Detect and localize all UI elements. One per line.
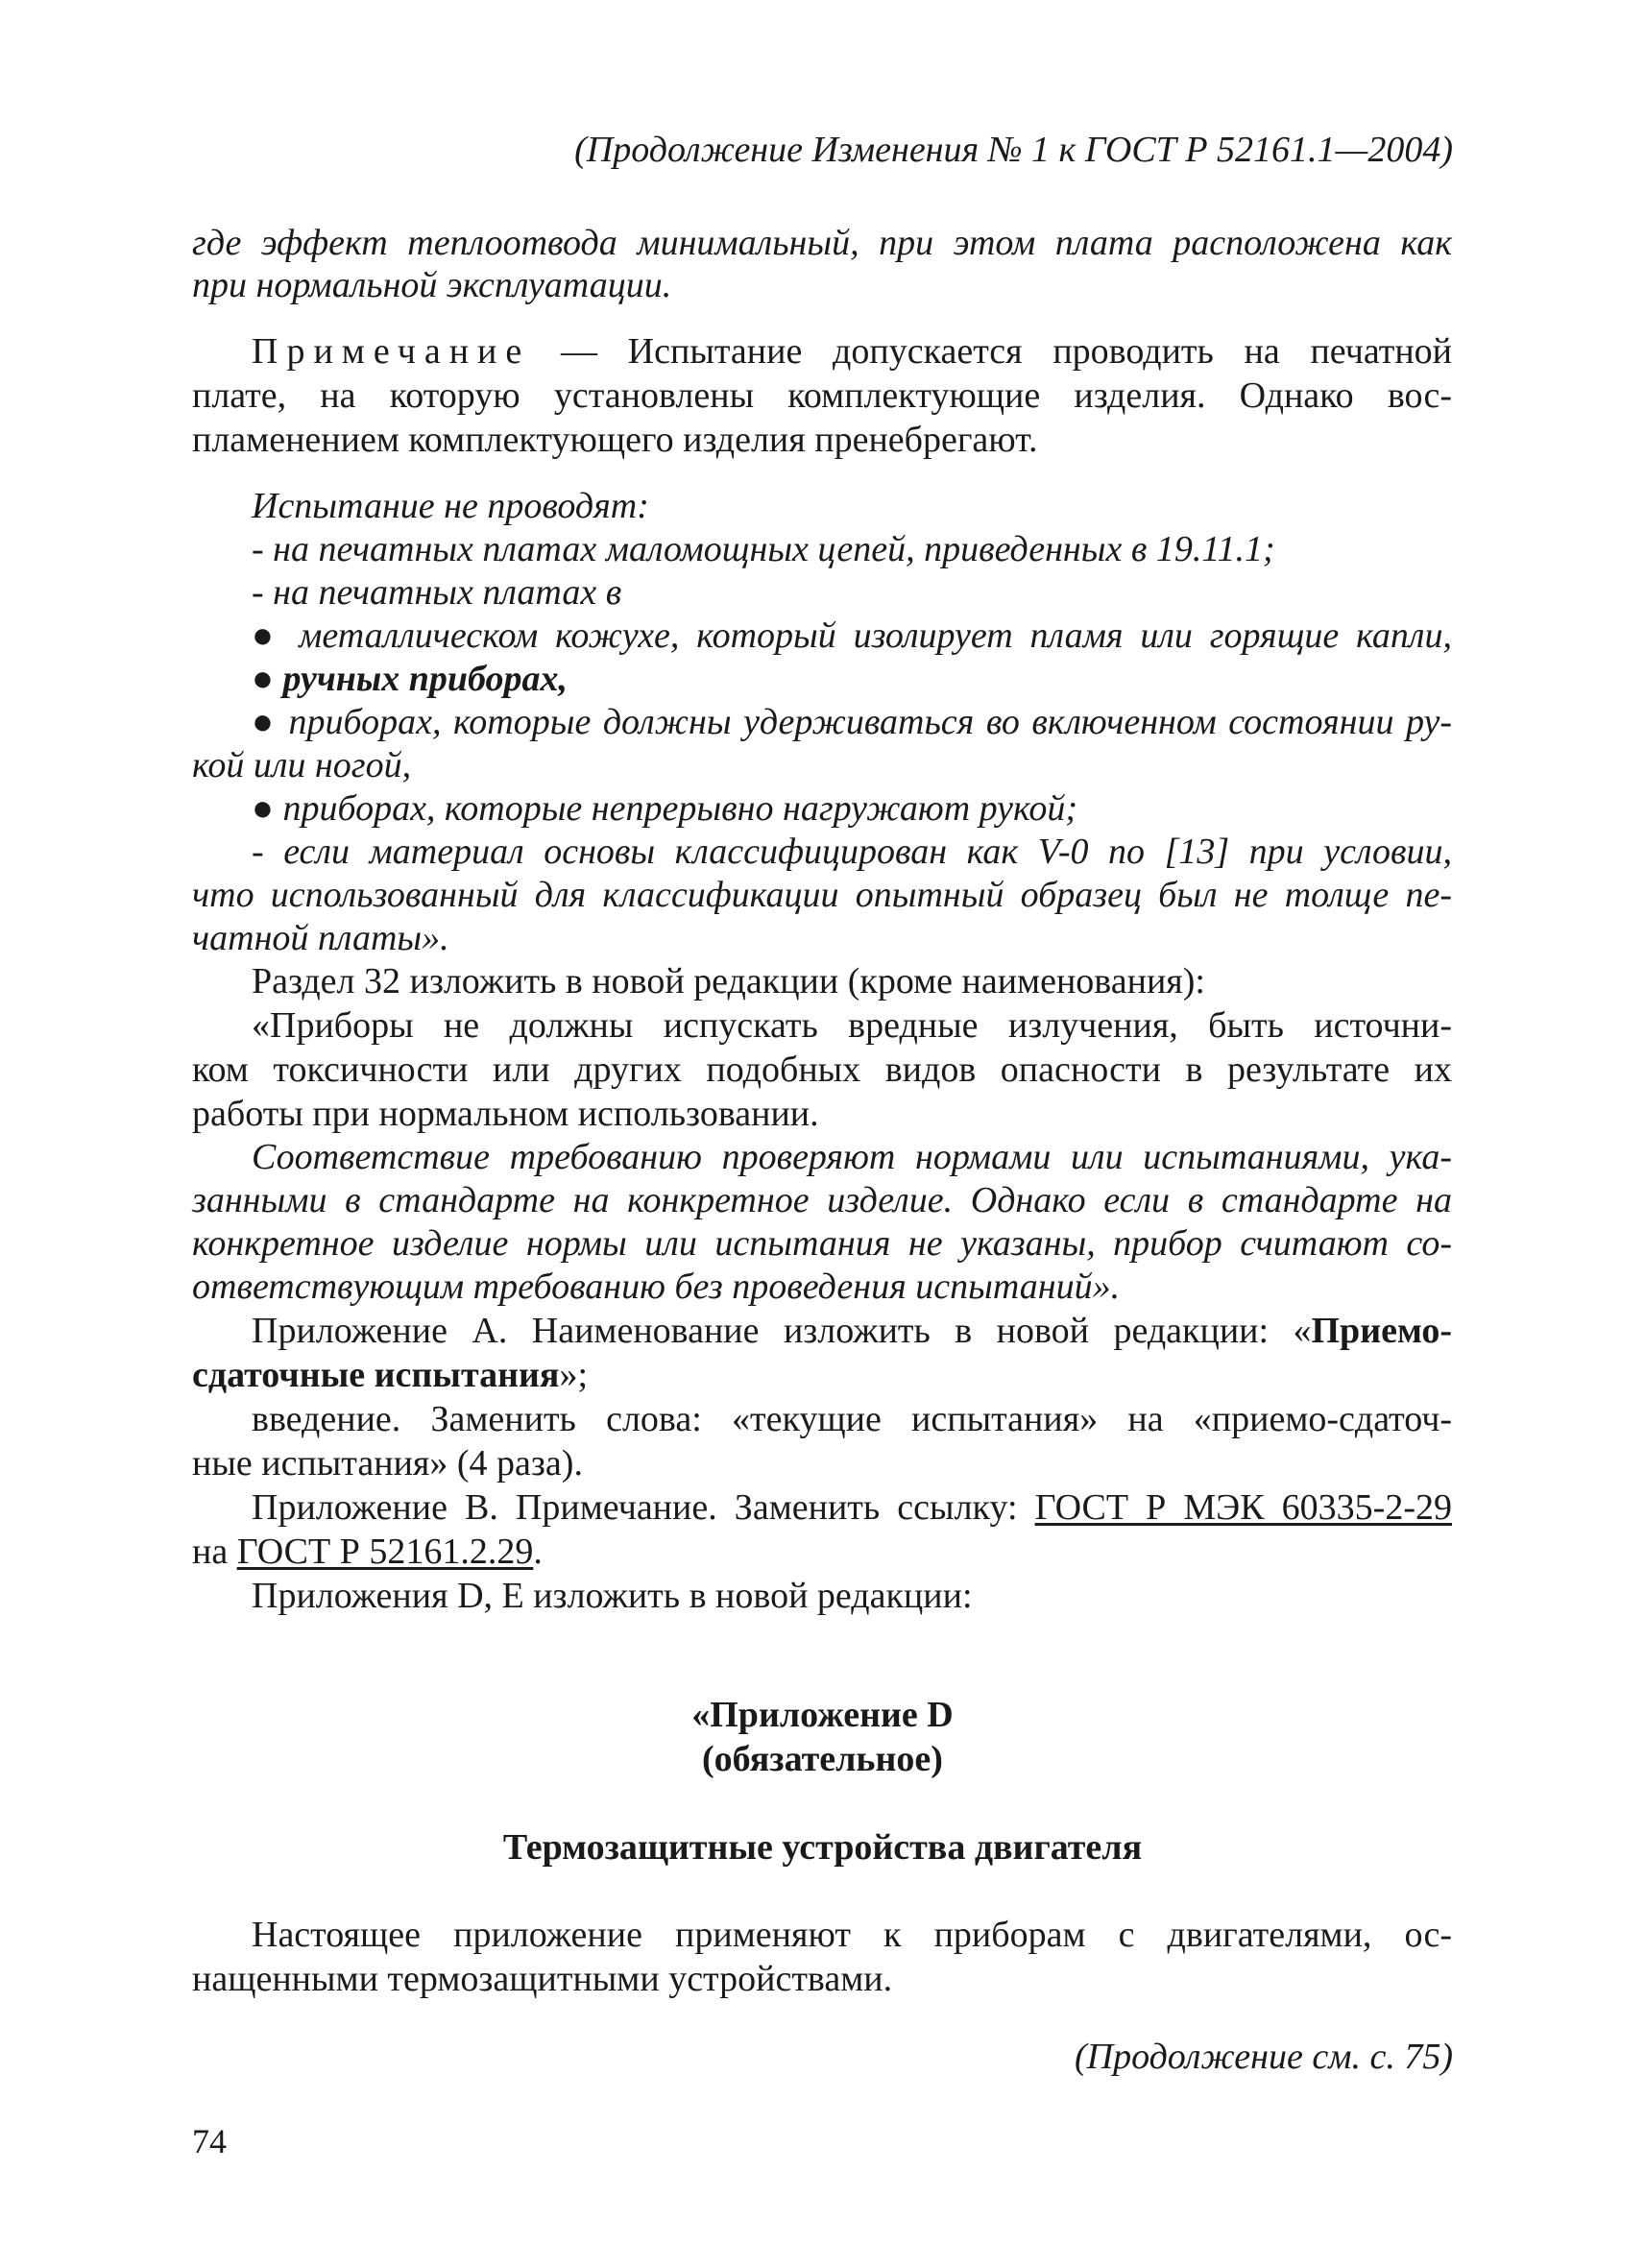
section32-instruction: Раздел 32 изложить в новой редакции (кроме наименования): bbox=[252, 961, 1205, 1001]
list-item: - на печатных платах маломощных цепей, приведенных в 19.11.1; bbox=[252, 529, 1275, 569]
compliance-text: ответствующим требованию без проведения испытаний». bbox=[192, 1267, 1121, 1307]
annex-a-text: Приложение А. Наименование изложить в новой редакции: « bbox=[252, 1311, 1312, 1351]
annex-a-line: сдаточные испытания»; bbox=[192, 1355, 589, 1395]
compliance-text: занными в стандарте на конкретное изделие. Однако если в стандарте на bbox=[192, 1180, 1452, 1220]
bullet-item: ● приборах, которые должны удерживаться во включенном состоянии ру- bbox=[252, 702, 1452, 742]
annex-d-text: нащенными термозащитными устройствами. bbox=[192, 1959, 893, 1999]
list-item: - если материал основы классифицирован как V-0 по [13] при условии, bbox=[252, 832, 1452, 872]
exclusions-heading: Испытание не проводят: bbox=[252, 486, 649, 526]
annex-a-new-title: Приемо- bbox=[1311, 1311, 1452, 1351]
paragraph-line: при нормальной эксплуатации. bbox=[192, 265, 672, 305]
section32-text: «Приборы не должны испускать вредные излучения, быть источни- bbox=[252, 1005, 1452, 1046]
annex-a-new-title: сдаточные испытания bbox=[192, 1355, 560, 1395]
compliance-text: конкретное изделие нормы или испытания не указаны, прибор считают со- bbox=[192, 1223, 1452, 1264]
list-item-continuation: что использованный для классификации опытный образец был не толще пе- bbox=[192, 875, 1452, 915]
running-header: (Продолжение Изменения № 1 к ГОСТ Р 52161.1—2004) bbox=[574, 130, 1453, 170]
standard-reference: ГОСТ Р МЭК 60335-2-29 bbox=[1034, 1487, 1452, 1528]
annex-de-instruction: Приложения D, Е изложить в новой редакции: bbox=[252, 1576, 973, 1616]
annex-a-line bbox=[252, 1310, 1452, 1352]
page-number: 74 bbox=[192, 2122, 227, 2160]
annex-a-intro: ные испытания» (4 раза). bbox=[192, 1443, 583, 1484]
list-item: - на печатных платах в bbox=[252, 572, 622, 613]
note-label: Примечание bbox=[252, 331, 531, 372]
standard-reference: ГОСТ Р 52161.2.29 bbox=[236, 1532, 534, 1572]
section32-text: работы при нормальном использовании. bbox=[192, 1094, 819, 1134]
bullet-item-continuation: кой или ногой, bbox=[192, 745, 412, 785]
note-line: плате, на которую установлены комплектующие изделия. Однако вос- bbox=[192, 375, 1452, 416]
bullet-item: ● металлическом кожухе, который изолирует пламя или горящие капли, bbox=[252, 615, 1452, 656]
annex-b-line: Приложение В. Примечание. Заменить ссылку: ГОСТ Р МЭК 60335-2-29 bbox=[252, 1487, 1452, 1528]
continuation-note: (Продолжение см. с. 75) bbox=[1074, 2037, 1453, 2077]
list-item-continuation: чатной платы». bbox=[192, 918, 449, 958]
section32-text: ком токсичности или других подобных видов опасности в результате их bbox=[192, 1050, 1452, 1090]
annex-b-line: на ГОСТ Р 52161.2.29. bbox=[192, 1532, 543, 1572]
bullet-item: ● приборах, которые непрерывно нагружают рукой; bbox=[252, 788, 1077, 829]
annex-d-subtitle: Термозащитные устройства двигателя bbox=[502, 1827, 1143, 1868]
note-line bbox=[252, 330, 1452, 373]
annex-d-status: (обязательное) bbox=[702, 1739, 943, 1779]
annex-d-text: Настоящее приложение применяют к приборам с двигателями, ос- bbox=[252, 1915, 1452, 1955]
compliance-text: Соответствие требованию проверяют нормами или испытаниями, ука- bbox=[252, 1137, 1452, 1177]
note-text: — Испытание допускается проводить на печатной bbox=[530, 331, 1452, 372]
paragraph-line: где эффект теплоотвода минимальный, при этом плата расположена как bbox=[192, 223, 1452, 263]
annex-a-intro: введение. Заменить слова: «текущие испытания» на «приемо-сдаточ- bbox=[252, 1399, 1452, 1439]
note-line: пламенением комплектующего изделия пренебрегают. bbox=[192, 420, 1038, 460]
annex-d-title: «Приложение D bbox=[691, 1695, 954, 1735]
bullet-item: ● ручных приборах, bbox=[252, 659, 568, 699]
